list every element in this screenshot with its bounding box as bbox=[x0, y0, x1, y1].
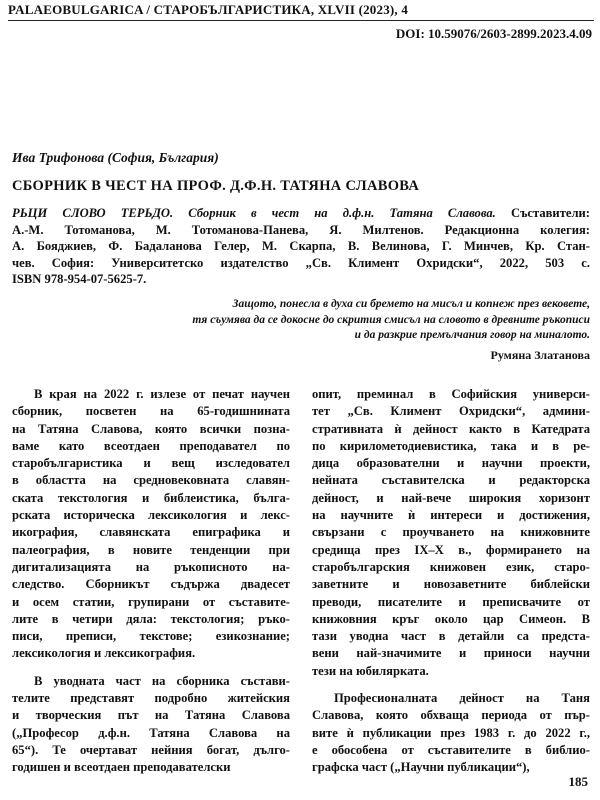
text-line: книжовния кръг около цар Симеон. В bbox=[312, 611, 590, 626]
paragraph bbox=[12, 386, 290, 663]
text-line: 65“). Те очертават нейния богат, дълго- bbox=[12, 742, 290, 757]
review-author: Ива Трифонова (София, България) bbox=[12, 150, 219, 165]
text-line: писи, преписи, текстове; езикознание; bbox=[12, 629, 290, 644]
citation-line: чев. София: Университетско издателство „Св. Климент Охридски“, 2022, 503 с. bbox=[12, 255, 590, 270]
text-line: („Професор д.ф.н. Татяна Славова на bbox=[12, 725, 290, 740]
text-line: и творческия път на Татяна Славова bbox=[12, 708, 290, 723]
text-line: в областта на средновековната славян- bbox=[12, 473, 290, 488]
text-line: телите представят подробно житейския bbox=[12, 691, 290, 706]
paragraph bbox=[312, 690, 590, 776]
citation-line: А. Бояджиев, Ф. Бадаланова Гелер, М. Скарпа, В. Велинова, Г. Минчев, Кр. Стан- bbox=[12, 239, 590, 254]
text-line: дейност, и най-вече широкия хоризонт bbox=[312, 490, 590, 505]
text-line: на Татяна Славова, която всички позна- bbox=[12, 421, 290, 436]
paragraph bbox=[12, 673, 290, 777]
review-title: СБОРНИК В ЧЕСТ НА ПРОФ. Д.Ф.Н. ТАТЯНА СЛАВОВА bbox=[12, 178, 420, 194]
text-line: вите ѝ публикации през 1983 г. до 2022 г., bbox=[312, 725, 590, 740]
text-line: дигитализацията на ръкописното на- bbox=[12, 559, 290, 574]
text-line: старобългарския книжовен език, старо- bbox=[312, 559, 590, 574]
text-line: преводи, писателите и преписвачите от bbox=[312, 594, 590, 609]
text-line: е обособена от съставителите в библио- bbox=[312, 742, 590, 757]
paragraph bbox=[312, 386, 590, 680]
text-line: средища през IX–X в., формирането на bbox=[312, 542, 590, 557]
text-line: заветните и новозаветните библейски bbox=[312, 577, 590, 592]
text-line: нейната съставителска и редакторска bbox=[312, 473, 590, 488]
text-line: следство. Сборникът съдържа двадесет bbox=[12, 577, 290, 592]
text-line: сборник, посветен на 65-годишнината bbox=[12, 404, 290, 419]
text-line: лексикология и лексикография. bbox=[12, 646, 196, 661]
citation-line: А.-М. Тотоманова, М. Тотоманова-Панева, Я. Милтенов. Редакционна колегия: bbox=[12, 222, 590, 237]
text-line: палеография, в новите тенденции при bbox=[12, 542, 290, 557]
text-line: опит, преминал в Софийския универси- bbox=[312, 387, 590, 401]
doi-line[interactable]: DOI: 10.59076/2603-2899.2023.4.09 bbox=[395, 26, 592, 41]
text-line: лите в четири дяла: текстология; ръко- bbox=[12, 611, 290, 626]
page-number: 185 bbox=[568, 774, 588, 789]
text-line: икография, славянската епиграфика и bbox=[12, 525, 290, 540]
text-line: на научните ѝ интереси и достижения, bbox=[312, 508, 590, 523]
journal-header: PALAEOBULGARICA / СТАРОБЪЛГАРИСТИКА, XLVII (2023), 4 bbox=[8, 2, 409, 17]
text-line: тет „Св. Климент Охридски“, админи- bbox=[312, 404, 590, 419]
citation-line bbox=[12, 205, 590, 222]
book-citation bbox=[12, 205, 590, 288]
citation-text: Съставители: bbox=[495, 206, 590, 220]
text-line: ската текстология и библеистика, бълга- bbox=[12, 490, 290, 505]
text-line: графска част („Научни публикации“), bbox=[312, 760, 530, 775]
text-line: ваме като всеотдаен преподавател по bbox=[12, 438, 290, 453]
body-column-left bbox=[12, 386, 290, 777]
epigraph-line: тя съумява да се докосне до скрития смисъл на словото в древните ръкописи bbox=[192, 313, 590, 326]
text-line: тези на юбилярката. bbox=[312, 663, 429, 678]
text-line: и осем статии, групирани от съставите- bbox=[12, 594, 290, 609]
text-line: свързани с проучването на книжовните bbox=[312, 525, 590, 540]
text-line: В уводната част на сборника състави- bbox=[34, 673, 290, 688]
text-line: Професионалната дейност на Таня bbox=[334, 691, 590, 706]
book-title: РЬЦИ СЛОВО ТЕРЬДО. Сборник в чест на д.ф.н. Татяна Славова. bbox=[12, 206, 496, 220]
epigraph-line: Защото, понесла в духа си бремето на мисъл и копнеж през вековете, bbox=[232, 298, 590, 310]
epigraph-line: и да разкрие премълчания говор на миналото. bbox=[354, 329, 590, 341]
text-line: В края на 2022 г. излезе от печат научен bbox=[34, 387, 290, 401]
body-column-right bbox=[312, 386, 590, 777]
text-line: старобългаристика и вещ изследовател bbox=[12, 456, 290, 471]
text-line: по кирилометодиевистика, така и в ре- bbox=[312, 438, 590, 453]
text-line: годишен и всеотдаен преподавателски bbox=[12, 760, 231, 775]
text-line: стративната ѝ дейност както в Катедрата bbox=[312, 421, 590, 436]
text-line: вени най-значимите и приноси научни bbox=[312, 646, 590, 661]
text-line: дица образователни и научни проекти, bbox=[312, 456, 590, 471]
epigraph-attribution: Румяна Златанова bbox=[490, 348, 590, 362]
header-rule bbox=[8, 20, 594, 21]
text-line: рската историческа лексикология и лекс- bbox=[12, 508, 290, 523]
text-line: Славова, която обхваща периода от пър- bbox=[312, 708, 590, 723]
text-line: тази уводна част в детайли са предста- bbox=[312, 629, 590, 644]
isbn: ISBN 978-954-07-5625-7. bbox=[12, 272, 147, 287]
epigraph bbox=[90, 297, 590, 344]
